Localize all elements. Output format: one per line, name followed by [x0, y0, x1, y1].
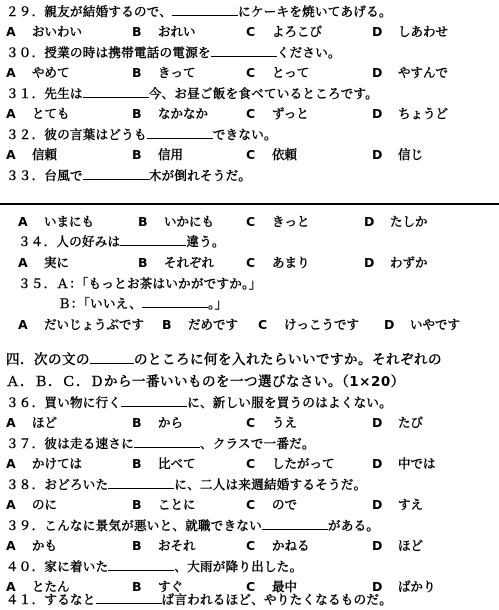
option-b: B おれい	[132, 24, 196, 39]
question-37: ３７．彼は走る速さに 、クラスで一番だ。	[6, 436, 315, 451]
options-33	[0, 212, 499, 232]
options-29	[0, 22, 499, 42]
option-d: D たしか	[364, 214, 428, 229]
option-b: B 信用	[132, 147, 184, 162]
question-36: ３６．買い物に行く に、新しい服を買うのはよくない。	[6, 395, 393, 410]
option-a: A のに	[6, 497, 58, 512]
question-38: ３８．おどろいた に、二人は来週結婚するそうだ。	[6, 477, 367, 492]
question-33: ３３．台風で 木が倒れそうだ。	[6, 168, 252, 183]
option-d: D すえ	[372, 497, 424, 512]
answer-blank	[108, 558, 174, 571]
option-c: C あまり	[246, 255, 310, 270]
option-a: A とても	[6, 106, 70, 121]
option-a: A やめて	[6, 65, 70, 80]
option-b: B それぞれ	[138, 255, 215, 270]
question-31: ３１．先生は 今、お昼ご飯を食べているところです。	[6, 86, 379, 101]
answer-blank	[90, 350, 134, 364]
answer-blank	[211, 44, 277, 57]
option-a: A いまにも	[18, 214, 95, 229]
option-d: D わずか	[364, 255, 428, 270]
page-divider	[0, 203, 499, 205]
answer-blank	[120, 233, 186, 246]
option-b: B いかにも	[138, 214, 215, 229]
option-a: A 信頼	[6, 147, 58, 162]
option-c: C けっこうです	[258, 317, 360, 332]
option-a: A おいわい	[6, 24, 83, 39]
question-35-reply: Ｂ：「いいえ、 。」	[58, 296, 228, 311]
option-a: A かも	[6, 538, 58, 553]
option-d: D ほど	[372, 538, 424, 553]
options-35	[0, 315, 499, 335]
options-34	[0, 253, 499, 273]
answer-blank	[108, 476, 174, 489]
option-a: A ほど	[6, 415, 58, 430]
question-35: ３５．Ａ：「もっとお茶はいかがですか。」	[18, 276, 262, 291]
option-c: C とって	[246, 65, 310, 80]
option-d: D たび	[372, 415, 424, 430]
options-39	[0, 536, 499, 556]
section-instructions: Ａ．Ｂ．Ｃ．Ｄから一番いいものを一つ選びなさい。（1×20）	[6, 374, 405, 390]
option-d: D ちょうど	[372, 106, 449, 121]
answer-blank	[96, 591, 162, 604]
option-a: A 実に	[18, 255, 70, 270]
option-d: D しあわせ	[372, 24, 449, 39]
option-c: C よろこび	[246, 24, 323, 39]
option-d: D 中では	[372, 456, 436, 471]
question-40: ４０．家に着いた 、大雨が降り出した。	[6, 559, 303, 574]
option-c: C 依頼	[246, 147, 298, 162]
option-b: B から	[132, 415, 184, 430]
answer-blank	[262, 517, 328, 530]
option-c: C ので	[246, 497, 298, 512]
question-39: ３９．こんなに景気が悪いと、就職できない がある。	[6, 518, 380, 533]
options-32	[0, 145, 499, 165]
options-31	[0, 104, 499, 124]
option-a: A とたん	[6, 579, 70, 594]
option-c: C きっと	[246, 214, 310, 229]
question-34: ３４．人の好みは 違う。	[18, 234, 225, 249]
options-36	[0, 413, 499, 433]
answer-blank	[142, 295, 208, 308]
answer-blank	[83, 167, 149, 180]
option-b: B ことに	[132, 497, 196, 512]
option-b: B きって	[132, 65, 196, 80]
option-b: B すぐ	[132, 579, 184, 594]
options-38	[0, 495, 499, 515]
question-41: ４１．するなと ば言われるほど、やりたくなるものだ。	[6, 592, 393, 607]
question-30: ３０．授業の時は携帯電話の電源を ください。	[6, 45, 341, 60]
option-a: A だいじょうぶです	[18, 317, 145, 332]
option-b: B 比べて	[132, 456, 196, 471]
option-b: B なかなか	[132, 106, 209, 121]
question-32: ３２．彼の言葉はどうも できない。	[6, 127, 277, 142]
option-c: C うえ	[246, 415, 298, 430]
answer-blank	[83, 85, 149, 98]
option-d: D ばかり	[372, 579, 436, 594]
option-b: B だめです	[162, 317, 239, 332]
answer-blank	[172, 3, 238, 16]
option-a: A かけては	[6, 456, 83, 471]
options-30	[0, 63, 499, 83]
answer-blank	[121, 394, 187, 407]
option-c: C したがって	[246, 456, 335, 471]
option-b: B おそれ	[132, 538, 196, 553]
option-d: D やすんで	[372, 65, 449, 80]
option-c: C かねる	[246, 538, 310, 553]
answer-blank	[134, 435, 200, 448]
option-d: D いやです	[384, 317, 461, 332]
option-d: D 信じ	[372, 147, 424, 162]
options-37	[0, 454, 499, 474]
option-c: C 最中	[246, 579, 298, 594]
question-29: ２９．親友が結婚するので、 にケーキを焼いてあげる。	[6, 4, 392, 19]
section-header: 四．次の文の のところに何を入れたらいいですか。それぞれの	[6, 352, 442, 368]
answer-blank	[147, 126, 213, 139]
option-c: C ずっと	[246, 106, 309, 121]
